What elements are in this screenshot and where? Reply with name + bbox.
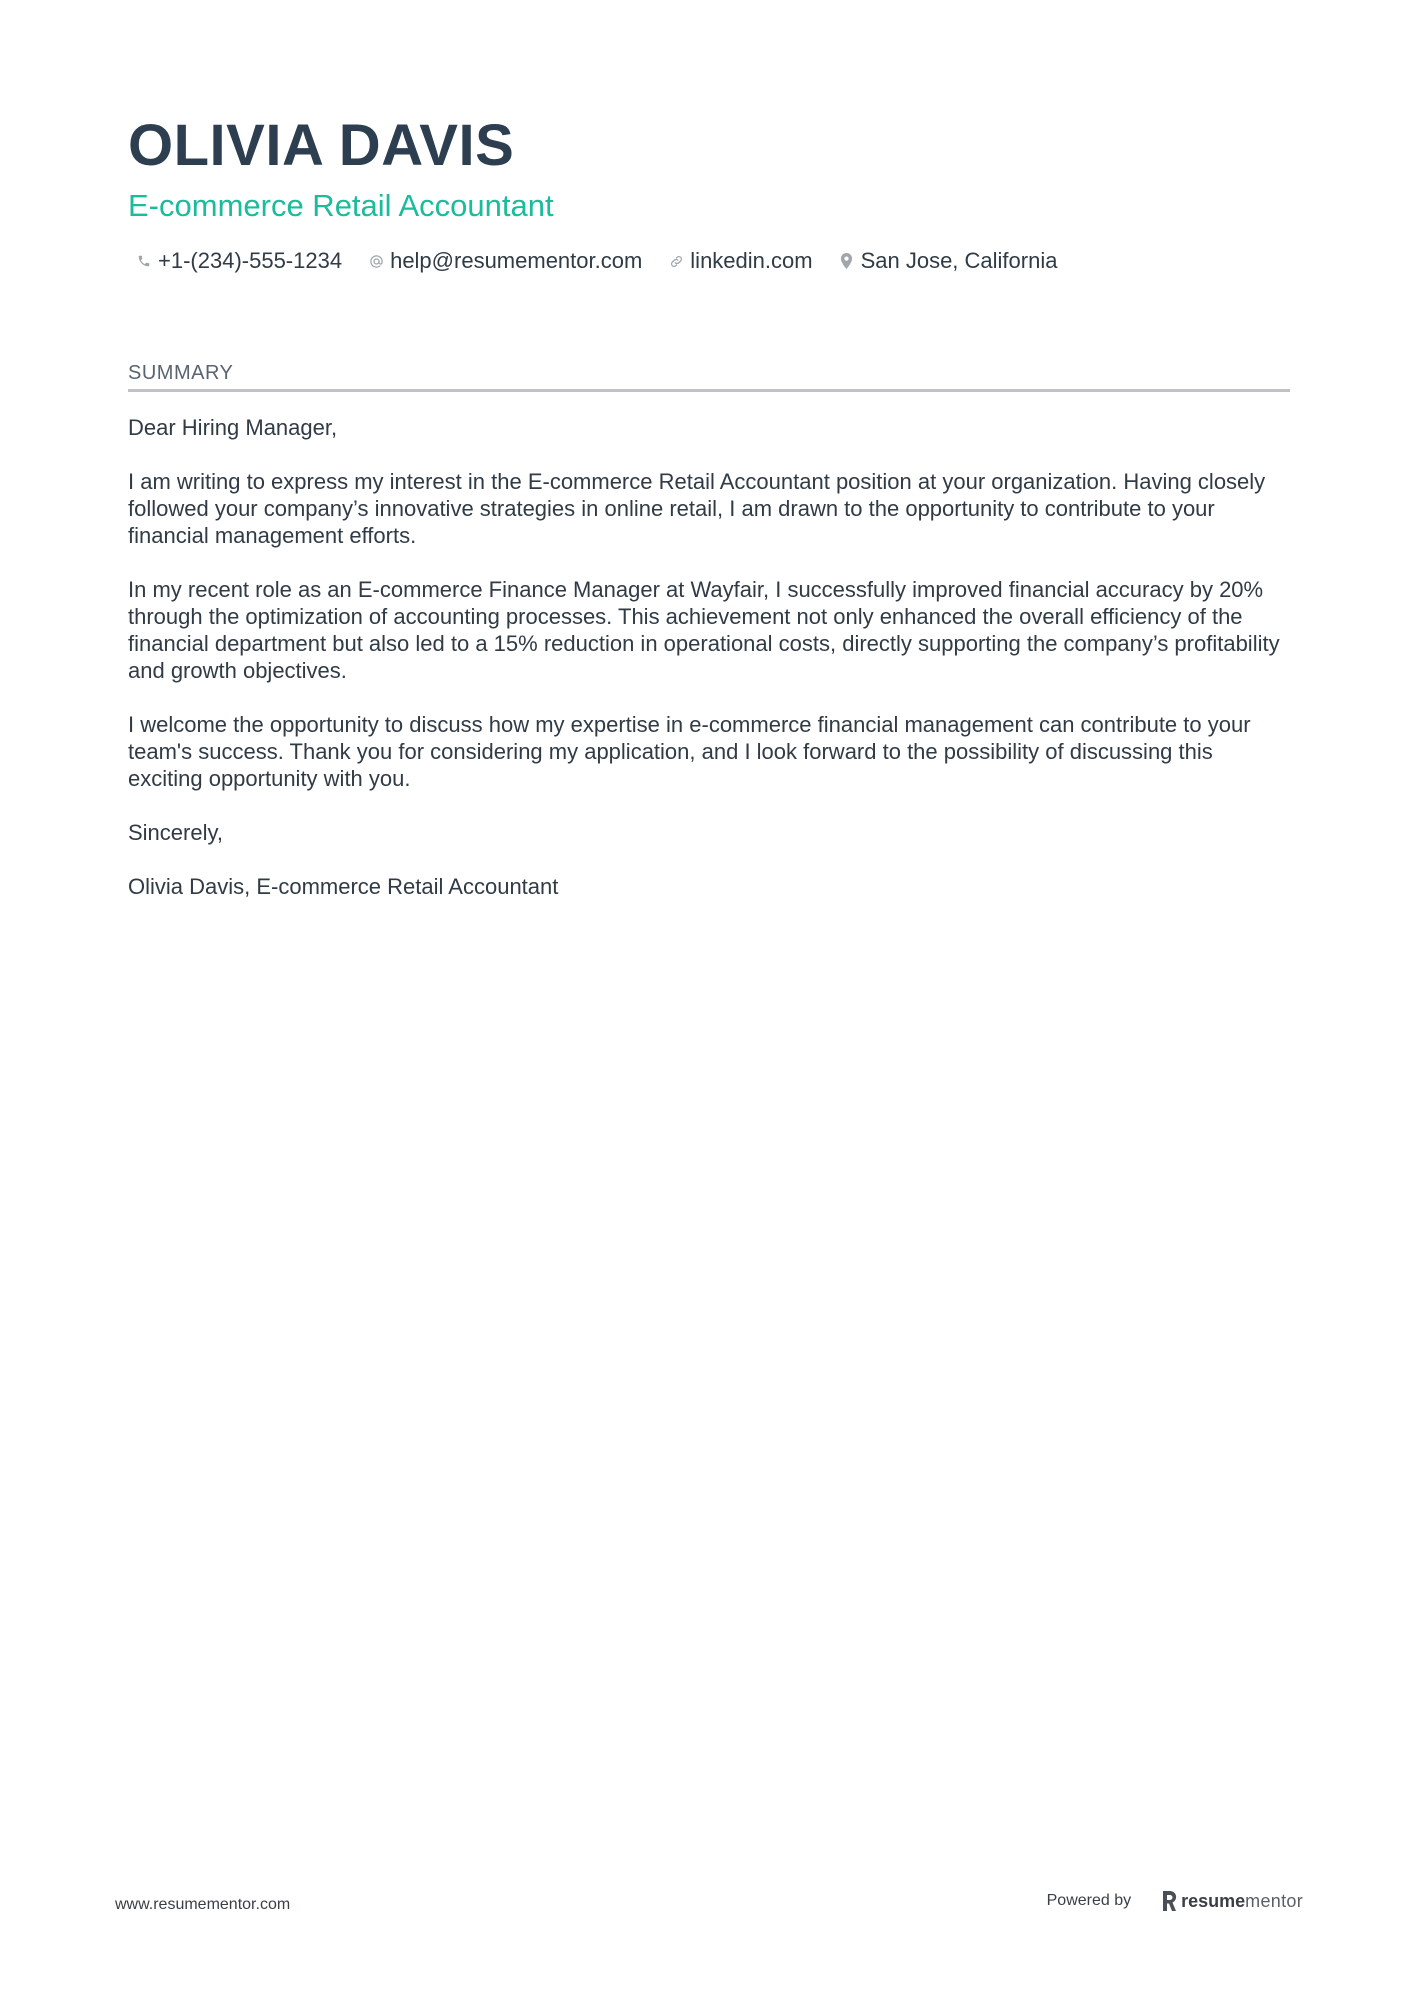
letter-paragraph: I am writing to express my interest in the E-commerce Retail Accountant position at your organization. Having closely followed your company’s innovative strategies in online retail, I am drawn to the opportunity to contribute to your financial management efforts. — [128, 469, 1266, 548]
resumementor-logo-icon — [1161, 1891, 1177, 1911]
link-icon — [668, 252, 684, 270]
brand-logo[interactable] — [1161, 1890, 1303, 1912]
letter-closing: Sincerely, — [128, 820, 223, 845]
candidate-role: E-commerce Retail Accountant — [128, 188, 554, 223]
contact-bar — [136, 246, 1083, 276]
contact-linkedin[interactable] — [668, 246, 812, 276]
letter-signature: Olivia Davis, E-commerce Retail Accountant — [128, 874, 559, 899]
summary-heading: SUMMARY — [128, 360, 1290, 392]
at-icon — [368, 252, 384, 270]
contact-email[interactable] — [368, 246, 642, 276]
powered-by-label: Powered by — [1046, 1892, 1132, 1909]
letter-paragraph: In my recent role as an E-commerce Finance Manager at Wayfair, I successfully improved financial accuracy by 20% through the optimization of accounting processes. This achievement not only enhanced the overall efficiency of the financial department but also led to a 15% reduction in operational costs, directly supporting the company’s profitability and growth objectives. — [128, 577, 1280, 683]
candidate-name: OLIVIA DAVIS — [128, 113, 515, 178]
letter-body — [128, 414, 1290, 927]
letter-greeting: Dear Hiring Manager, — [128, 415, 338, 440]
brand-name-strong: resume — [1181, 1891, 1246, 1911]
map-pin-icon — [839, 252, 855, 270]
footer-branding — [1047, 1890, 1303, 1912]
email-link[interactable]: help@resumementor.com — [390, 248, 643, 273]
footer-website[interactable]: www.resumementor.com — [115, 1896, 291, 1913]
contact-phone — [136, 246, 342, 276]
brand-name-light: mentor — [1245, 1891, 1303, 1911]
phone-text: +1-(234)-555-1234 — [158, 248, 343, 273]
linkedin-link[interactable]: linkedin.com — [690, 248, 813, 273]
letter-paragraph: I welcome the opportunity to discuss how my expertise in e-commerce financial management can contribute to your team's success. Thank you for considering my application, and I look forward to the possibility of discussing this exciting opportunity with you. — [128, 712, 1251, 791]
location-text: San Jose, California — [860, 248, 1058, 273]
contact-location — [839, 246, 1058, 276]
phone-icon — [136, 252, 152, 270]
